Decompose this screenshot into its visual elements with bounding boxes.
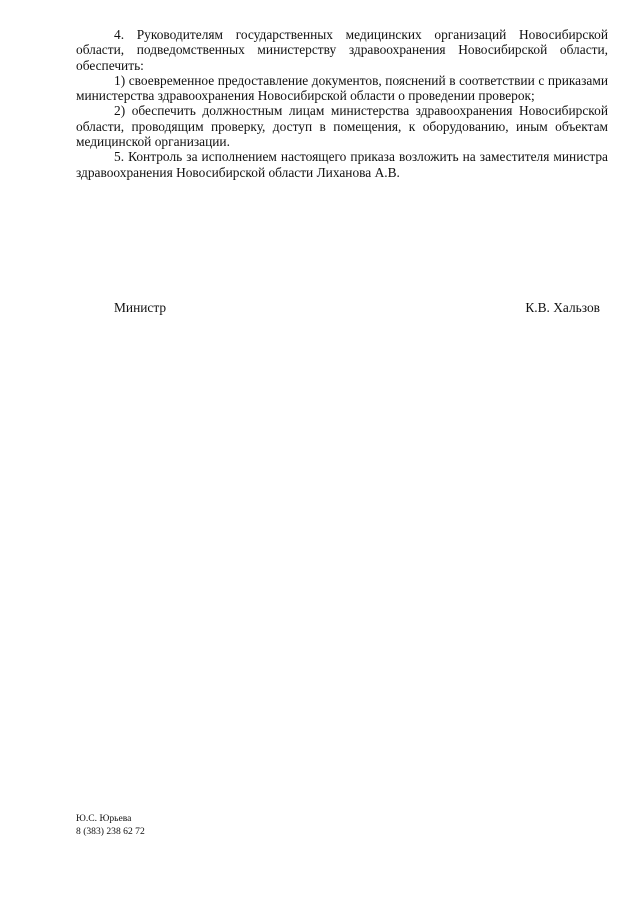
- paragraph-item-4: 4. Руководителям государственных медицинских организаций Новосибирской области, подведомственных министерству здравоохранения Новосибирской области, обеспечить:: [76, 27, 608, 73]
- executor-block: [76, 813, 145, 838]
- executor-name: Ю.С. Юрьева: [76, 813, 132, 824]
- paragraph-subitem-2: 2) обеспечить должностным лицам министерства здравоохранения Новосибирской области, проводящим проверку, доступ в помещения, к оборудованию, иным объектам медицинской организации.: [76, 103, 608, 150]
- paragraph-subitem-1: 1) своевременное предоставление документов, пояснений в соответствии с приказами министерства здравоохранения Новосибирской области о проведении проверок;: [76, 72, 608, 104]
- signature-block: [114, 300, 600, 316]
- document-body: [76, 27, 608, 180]
- signatory-name: К.В. Хальзов: [525, 300, 600, 315]
- executor-phone: 8 (383) 238 62 72: [76, 825, 145, 837]
- paragraph-item-5: 5. Контроль за исполнением настоящего приказа возложить на заместителя министра здравоохранения Новосибирской области Лиханова А.В.: [76, 149, 608, 180]
- signatory-position: Министр: [114, 300, 167, 315]
